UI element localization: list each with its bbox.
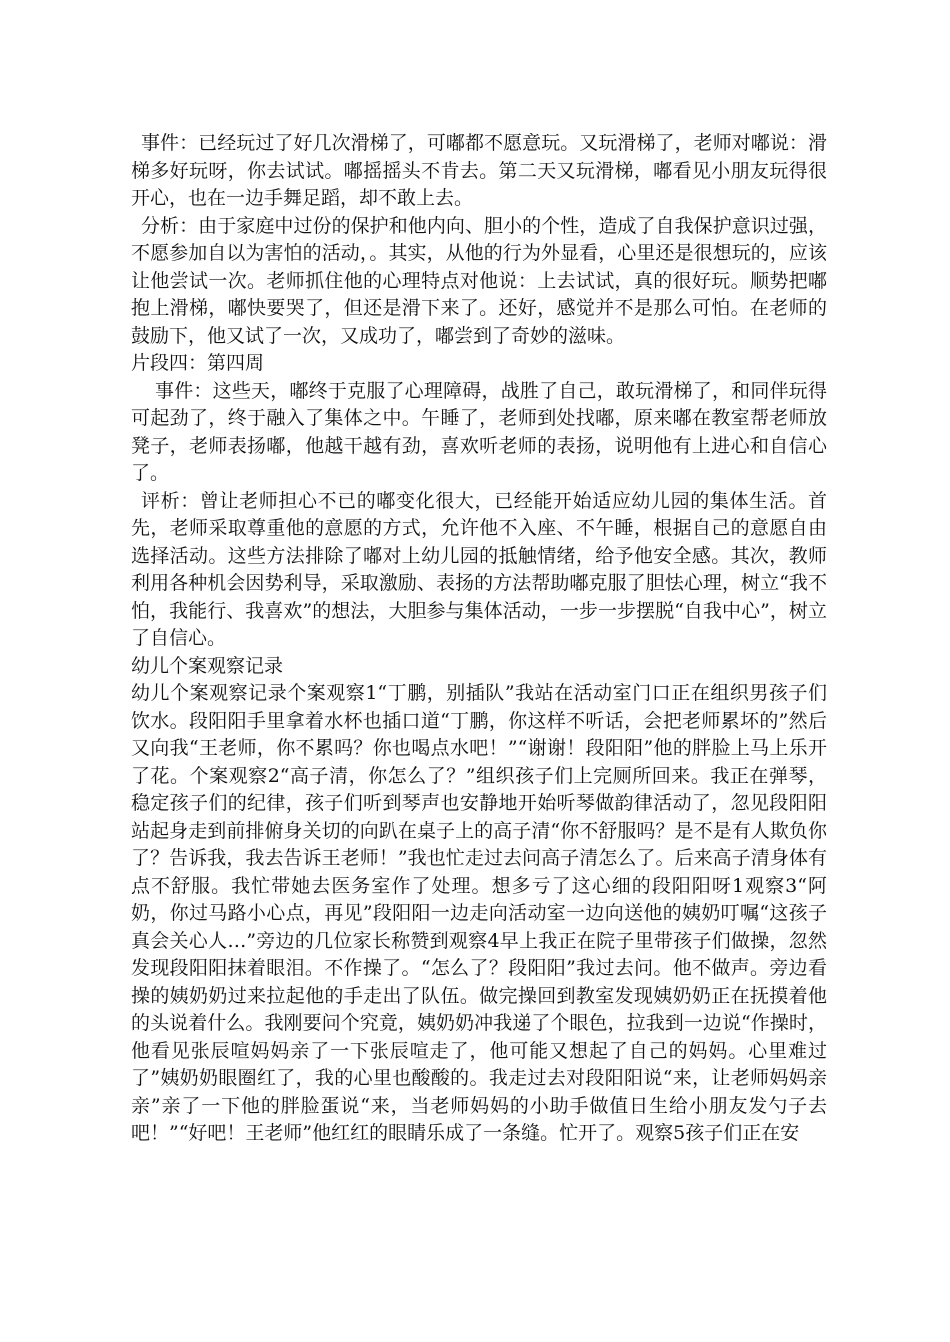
paragraph-analysis-3: 分析：由于家庭中过份的保护和他内向、胆小的个性，造成了自我保护意识过强，不愿参加自以为害怕的活动，。其实，从他的行为外显看，心里还是很想玩的，应该让他尝试一次。老师抓住他的心理特点对他说：上去试试，真的很好玩。顺势把嘟抱上滑梯，嘟快要哭了，但还是滑下来了。还好，感觉并不是那么可怕。在老师的鼓励下，他又试了一次，又成功了，嘟尝到了奇妙的滋味。: [131, 214, 827, 347]
paragraph-event-4: 事件：这些天，嘟终于克服了心理障碍，战胜了自己，敢玩滑梯了，和同伴玩得可起劲了，终于融入了集体之中。午睡了，老师到处找嘟，原来嘟在教室帮老师放凳子，老师表扬嘟，他越干越有劲，喜欢听老师的表扬，说明他有上进心和自信心了。: [131, 379, 827, 484]
document-page: [131, 130, 827, 1148]
section-heading-case-record: 幼儿个案观察记录: [131, 654, 284, 677]
paragraph-case-observations: 幼儿个案观察记录个案观察1“丁鹏，别插队”我站在活动室门口正在组织男孩子们饮水。段阳阳手里拿着水杯也插口道“丁鹏，你这样不听话，会把老师累坏的”然后又向我“王老师，你不累吗？你也喝点水吧！”“谢谢！段阳阳”他的胖脸上马上乐开了花。个案观察2“高子清，你怎么了？”组织孩子们上完厕所回来。我正在弹琴，稳定孩子们的纪律，孩子们听到琴声也安静地开始听琴做韵律活动了，忽见段阳阳站起身走到前排俯身关切的向趴在桌子上的高子清“你不舒服吗？是不是有人欺负你了？告诉我，我去告诉王老师！”我也忙走过去问高子清怎么了。后来高子清身体有点不舒服。我忙带她去医务室作了处理。想多亏了这心细的段阳阳呀1观察3“阿奶，你过马路小心点，再见”段阳阳一边走向活动室一边向送他的姨奶叮嘱“这孩子真会关心人…”旁边的几位家长称赞到观察4早上我正在院子里带孩子们做操，忽然发现段阳阳抹着眼泪。不作操了。“怎么了？段阳阳”我过去问。他不做声。旁边看操的姨奶奶过来拉起他的手走出了队伍。做完操回到教室发现姨奶奶正在抚摸着他的头说着什么。我刚要问个究竟，姨奶奶冲我递了个眼色，拉我到一边说“作操时，他看见张辰喧妈妈亲了一下张辰喧走了，他可能又想起了自己的妈妈。心里难过了”姨奶奶眼圈红了，我的心里也酸酸的。我走过去对段阳阳说“来，让老师妈妈亲亲”亲了一下他的胖脸蛋说“来，当老师妈妈的小助手做值日生给小朋友发勺子去吧！”“好吧！王老师”他红红的眼睛乐成了一条缝。忙开了。观察5孩子们正在安: [131, 682, 827, 1144]
section-heading-week-4: 片段四：第四周: [131, 352, 265, 374]
paragraph-comment-4: 评析：曾让老师担心不已的嘟变化很大，已经能开始适应幼儿园的集体生活。首先，老师采取尊重他的意愿的方式，允许他不入座、不午睡，根据自己的意愿自由选择活动。这些方法排除了嘟对上幼儿园的抵触情绪，给予他安全感。其次，教师利用各种机会因势利导，采取激励、表扬的方法帮助嘟克服了胆怯心理，树立“我不怕，我能行、我喜欢”的想法，大胆参与集体活动，一步一步摆脱“自我中心”，树立了自信心。: [131, 489, 827, 649]
paragraph-event-3: 事件：已经玩过了好几次滑梯了，可嘟都不愿意玩。又玩滑梯了，老师对嘟说：滑梯多好玩呀，你去试试。嘟摇摇头不肯去。第二天又玩滑梯，嘟看见小朋友玩得很开心，也在一边手舞足蹈，却不敢上去。: [131, 132, 827, 209]
